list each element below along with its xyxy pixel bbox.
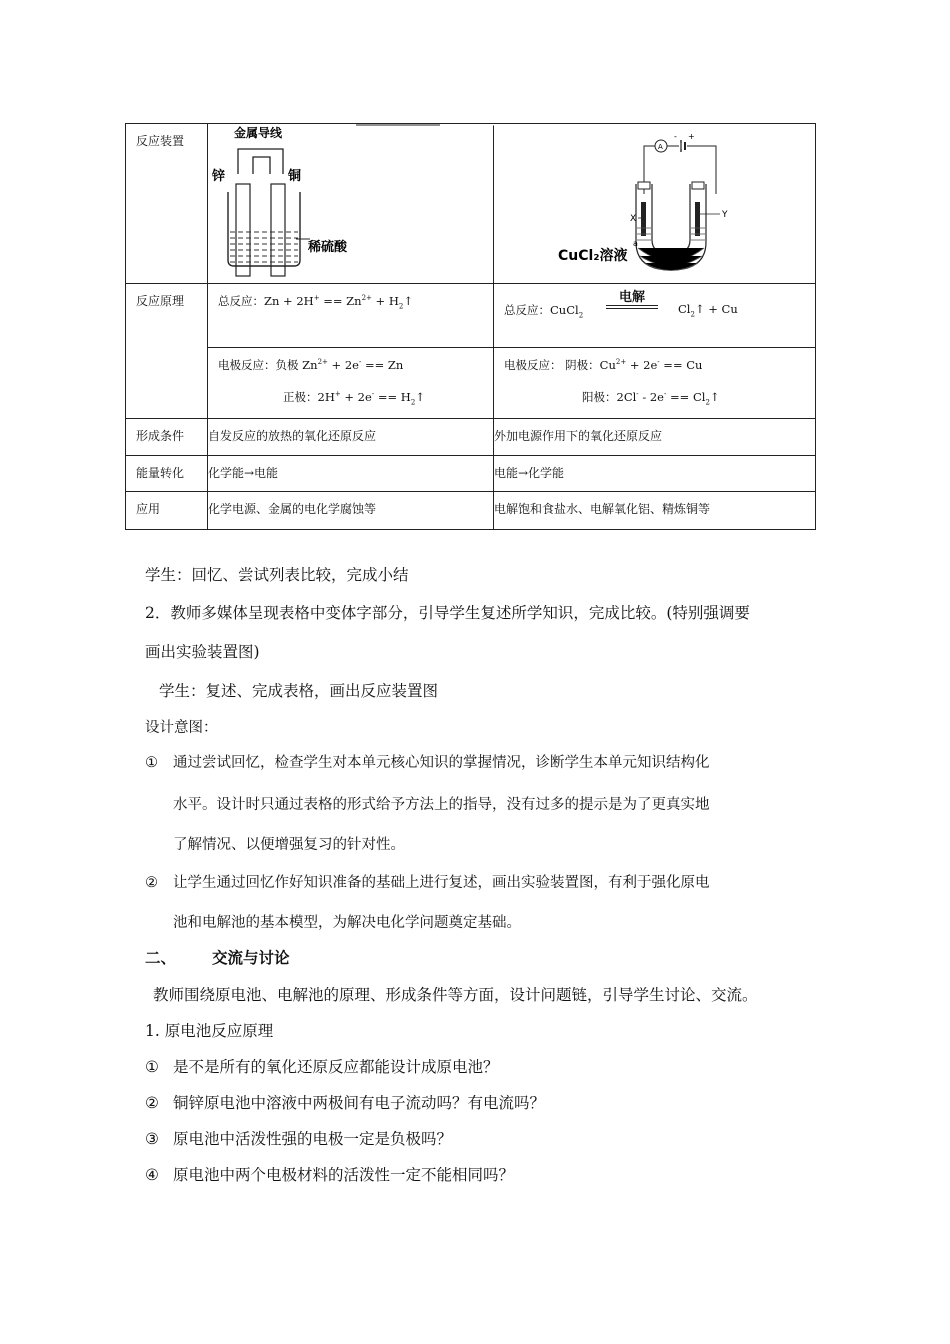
electrolytic-electrode-reaction-cell <box>494 348 816 419</box>
table-row-device <box>126 124 816 284</box>
student-retell-line: 学生：复述、完成表格，画出反应装置图 <box>159 682 439 700</box>
galvanic-total-reaction: 总反应：$Zn + 2H^+ == Zn^{2+}$ + $H_2↑$ <box>218 294 413 311</box>
ammeter-label: A <box>658 143 663 151</box>
x-label: X <box>630 214 637 224</box>
electrolyte-label: CuCl₂溶液 <box>558 248 628 264</box>
table-row-principle-total <box>126 284 816 348</box>
table-row-principle-electrodes <box>126 348 816 419</box>
teacher-step-2-line: 2．教师多媒体呈现表格中变体字部分，引导学生复述所学知识，完成比较。(特别强调要 <box>145 604 750 622</box>
electrode-y <box>695 202 700 236</box>
galvanic-energy: 化学能→电能 <box>208 456 494 492</box>
table-row-application <box>126 492 816 530</box>
design-intent-item-2: ② 让学生通过回忆作好知识准备的基础上进行复述，画出实验装置图，有利于强化原电 <box>145 875 710 891</box>
row-label-energy: 能量转化 <box>126 456 208 492</box>
design-intent-heading: 设计意图： <box>145 720 218 736</box>
galvanic-negative-electrode: 电极反应：负极 $Zn^{2+} + 2e^- == Zn$ <box>218 358 404 372</box>
wire <box>238 149 283 174</box>
wire-inner <box>253 157 270 174</box>
galvanic-application: 化学电源、金属的电化学腐蚀等 <box>208 492 494 530</box>
design-intent-item-2-line-2: 池和电解池的基本模型，为解决电化学问题奠定基础。 <box>173 915 521 931</box>
row-label-principle: 反应原理 <box>126 284 208 419</box>
electrolytic-cell-diagram <box>494 124 816 282</box>
design-intent-item-1: ① 通过尝试回忆，检查学生对本单元核心知识的掌握情况，诊断学生本单元知识结构化 <box>145 755 710 771</box>
design-intent-item-1-line-3: 了解情况、以便增强复习的针对性。 <box>173 837 405 853</box>
copper-label: 铜 <box>288 169 302 184</box>
electrolyte-lines <box>637 228 705 271</box>
circuit-wire <box>644 146 716 194</box>
topic-1-heading: 1. 原电池反应原理 <box>145 1022 274 1040</box>
electrode-x <box>641 202 646 236</box>
row-label-application: 应用 <box>126 492 208 530</box>
equals-bottom-line <box>606 308 658 309</box>
electrolytic-anode: 阳极：$2Cl^- - 2e^- == Cl_2↑$ <box>582 390 720 407</box>
y-label: Y <box>722 210 728 220</box>
table-row-condition <box>126 419 816 456</box>
discussion-intro: 教师围绕原电池、电解池的原理、形成条件等方面，设计问题链，引导学生讨论、交流。 <box>153 986 758 1004</box>
teacher-step-2-cont: 画出实验装置图) <box>145 643 260 661</box>
galvanic-cell-diagram <box>208 124 494 282</box>
zinc-label: 锌 <box>212 169 226 184</box>
wire-label: 金属导线 <box>234 126 283 140</box>
electrolytic-total-reaction-left: 总反应：CuCl$_2$ <box>504 303 584 320</box>
design-intent-item-1-line-2: 水平。设计时只通过表格的形式给予方法上的指导，没有过多的提示是为了更真实地 <box>173 797 710 813</box>
galvanic-cell-diagram-cell <box>208 124 494 284</box>
equals-top-line <box>606 305 658 306</box>
galvanic-condition: 自发反应的放热的氧化还原反应 <box>208 419 494 456</box>
row-label-device: 反应装置 <box>126 124 208 284</box>
right-stopper <box>692 182 704 189</box>
section-number: 二、 <box>145 948 177 967</box>
section-heading <box>145 946 290 968</box>
electrolytic-energy: 电能→化学能 <box>494 456 816 492</box>
minus-label: - <box>674 132 677 141</box>
electrolytic-cathode: 电极反应： 阴极：$Cu^{2+} + 2e^- == Cu$ <box>504 358 703 372</box>
electrolytic-total-reaction-right: $Cl_2↑ + Cu$ <box>678 302 738 319</box>
electrolytic-application: 电解饱和食盐水、电解氧化铝、精炼铜等 <box>494 492 816 530</box>
question-3: ③ 原电池中活泼性强的电极一定是负极吗？ <box>145 1130 453 1148</box>
plus-label: + <box>688 132 695 141</box>
row-label-condition: 形成条件 <box>126 419 208 456</box>
u-tube-inner <box>652 184 690 254</box>
student-recall-line: 学生：回忆、尝试列表比较，完成小结 <box>145 566 409 584</box>
question-1: ① 是不是所有的氧化还原反应都能设计成原电池？ <box>145 1058 499 1076</box>
left-stopper <box>638 182 650 189</box>
question-2: ② 铜锌原电池中溶液中两极间有电子流动吗？有电流吗？ <box>145 1094 546 1112</box>
galvanic-positive-electrode: 正极：$2H^+ + 2e^- == H_2↑$ <box>283 390 425 407</box>
electrolytic-total-reaction-cell <box>494 284 816 348</box>
electrolysis-condition: 电解 <box>618 290 645 305</box>
galvanic-electrode-reaction-cell <box>208 348 494 419</box>
comparison-table <box>125 123 816 530</box>
electrolytic-cell-diagram-cell <box>494 124 816 284</box>
galvanic-total-reaction-cell <box>208 284 494 348</box>
electrolytic-condition: 外加电源作用下的氧化还原反应 <box>494 419 816 456</box>
table-row-energy <box>126 456 816 492</box>
a-label: a <box>633 239 638 248</box>
section-title: 交流与讨论 <box>212 948 290 967</box>
solution-label: 稀硫酸 <box>308 240 348 255</box>
question-4: ④ 原电池中两个电极材料的活泼性一定不能相同吗？ <box>145 1166 515 1184</box>
